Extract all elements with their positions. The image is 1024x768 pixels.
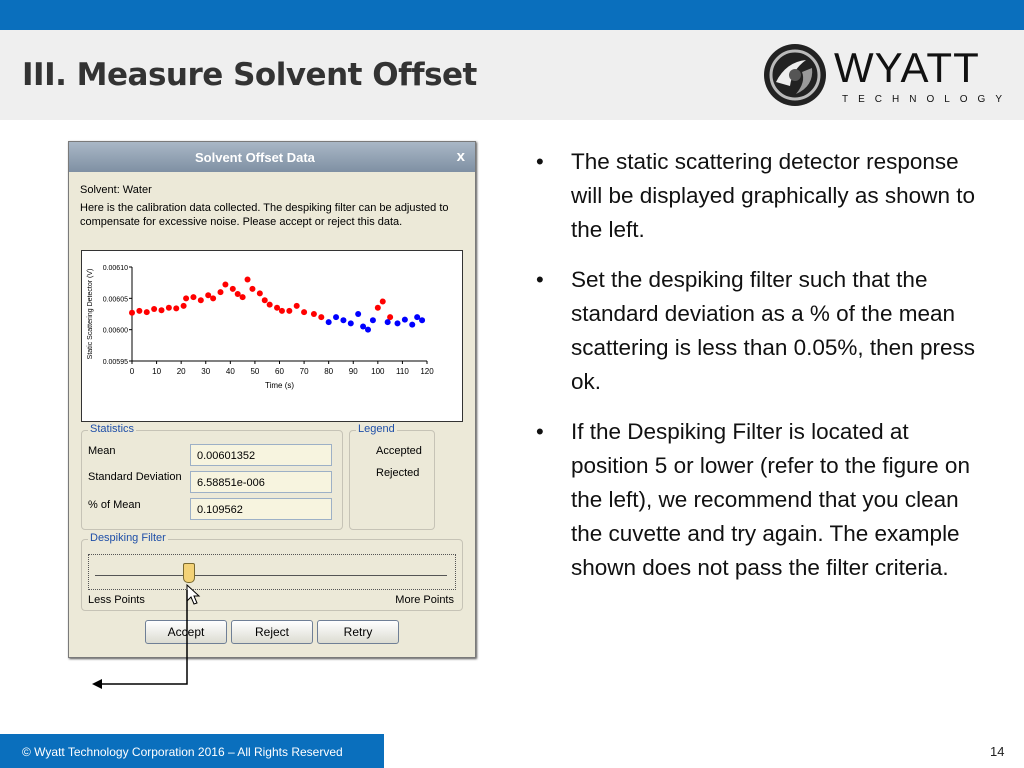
data-point (136, 308, 142, 314)
data-point (190, 294, 196, 300)
bullet-item: • If the Despiking Filter is located at position 5 or lower (refer to the figure on the left), we recommend that you clean the cuvette and try again. The example shown does not pass the filter criteria. (536, 419, 970, 580)
y-axis-label: Static Scattering Detector (V) (87, 268, 94, 360)
data-point (274, 305, 280, 311)
data-point (249, 286, 255, 292)
bullet-text: If the Despiking Filter is located at position 5 or lower (refer to the figure on the left), we recommend that you clean the cuvette and try again. The example shown does not pass the filter criteria. (571, 419, 970, 580)
data-point (286, 308, 292, 314)
x-tick-label: 90 (348, 367, 358, 376)
data-point (370, 317, 376, 323)
data-point (245, 277, 251, 283)
scatter-plot-panel (81, 250, 463, 422)
dialog-description: Here is the calibration data collected. The despiking filter can be adjusted to compensate for excessive noise. Please accept or reject this data. (80, 202, 449, 228)
data-point (129, 310, 135, 316)
dialog-titlebar (69, 142, 475, 172)
slider-thumb[interactable] (183, 563, 195, 583)
y-tick-label: 0.00595 (102, 359, 128, 366)
percent-of-mean-label: % of Mean (88, 499, 141, 511)
legend-group-label: Legend (358, 423, 395, 435)
data-point (326, 319, 332, 325)
x-tick-label: 20 (176, 367, 186, 376)
more-points-label: More Points (395, 594, 454, 606)
data-point (385, 319, 391, 325)
solvent-label: Solvent: Water (80, 184, 152, 196)
bullet-list (536, 145, 976, 601)
data-point (318, 314, 324, 320)
slide-title: III. Measure Solvent Offset (22, 57, 477, 93)
data-point (222, 282, 228, 288)
x-tick-label: 40 (225, 367, 235, 376)
despiking-filter-label: Despiking Filter (90, 532, 166, 544)
y-tick-label: 0.00605 (102, 296, 128, 304)
data-point (218, 289, 224, 295)
data-point (279, 308, 285, 314)
bullet-text: Set the despiking filter such that the standard deviation as a % of the mean scattering is less than 0.05%, then press ok. (571, 267, 975, 394)
standard-deviation-field: 6.58851e-006 (190, 471, 332, 493)
bullet-item: • The static scattering detector response will be displayed graphically as shown to the left. (536, 149, 975, 242)
data-point (173, 305, 179, 311)
data-point (262, 297, 268, 303)
data-point (375, 305, 381, 311)
close-icon[interactable]: x (456, 148, 465, 165)
data-point (355, 311, 361, 317)
data-point (311, 311, 317, 317)
copyright-text: © Wyatt Technology Corporation 2016 – All Rights Reserved (22, 745, 343, 759)
x-tick-label: 0 (129, 367, 135, 376)
statistics-group (81, 423, 343, 530)
x-tick-label: 70 (299, 367, 309, 376)
data-point (380, 298, 386, 304)
top-brand-bar (0, 0, 1024, 30)
statistics-group-label: Statistics (90, 423, 135, 435)
data-point (159, 307, 165, 313)
data-point (402, 317, 408, 323)
data-point (395, 320, 401, 326)
logo-subtext: TECHNOLOGY (842, 94, 1013, 105)
x-tick-label: 100 (371, 367, 385, 376)
accept-button[interactable]: Accept (145, 620, 227, 644)
data-point (235, 291, 241, 297)
data-point (198, 297, 204, 303)
x-tick-label: 80 (324, 367, 334, 376)
bullet-item: • Set the despiking filter such that the standard deviation as a % of the mean scattering is less than 0.05%, then press ok. (536, 267, 975, 394)
data-point (151, 306, 157, 312)
data-point (181, 303, 187, 309)
retry-button[interactable]: Retry (317, 620, 399, 644)
data-point (365, 327, 371, 333)
callout-arrow (88, 585, 288, 695)
data-point (210, 295, 216, 301)
data-point (267, 302, 273, 308)
slide-footer (0, 734, 384, 768)
slider-track (95, 575, 447, 576)
x-tick-label: 50 (250, 367, 260, 376)
data-point (257, 290, 263, 296)
data-point (230, 286, 236, 292)
scatter-chart (82, 251, 462, 421)
legend-accepted-label: Accepted (376, 445, 422, 457)
percent-of-mean-field: 0.109562 (190, 498, 332, 520)
dialog-title: Solvent Offset Data (195, 150, 315, 165)
data-point (414, 314, 420, 320)
solvent-offset-dialog (68, 141, 476, 658)
legend-rejected-label: Rejected (376, 467, 420, 479)
x-tick-label: 10 (152, 367, 162, 376)
data-point (183, 295, 189, 301)
mean-value-field: 0.00601352 (190, 444, 332, 466)
y-tick-label: 0.00600 (102, 327, 128, 335)
mean-label: Mean (88, 445, 116, 457)
standard-deviation-label: Standard Deviation (88, 471, 182, 483)
data-point (360, 324, 366, 330)
x-axis-label: Time (s) (264, 381, 295, 390)
x-tick-label: 60 (275, 367, 284, 376)
page-number: 14 (990, 744, 1005, 759)
data-point (348, 320, 354, 326)
logo-wordmark: WYATT (834, 44, 980, 91)
data-point (301, 309, 307, 315)
legend-group (349, 423, 435, 530)
data-point (144, 309, 150, 315)
x-tick-label: 30 (201, 367, 211, 376)
x-tick-label: 110 (396, 367, 409, 376)
data-point (333, 314, 339, 320)
data-point (340, 317, 346, 323)
data-point (419, 317, 425, 323)
data-point (294, 303, 300, 309)
data-point (409, 322, 415, 328)
data-point (205, 292, 211, 298)
bullet-text: The static scattering detector response will be displayed graphically as shown to the left. (571, 149, 975, 242)
x-tick-label: 120 (420, 367, 434, 376)
less-points-label: Less Points (88, 594, 145, 606)
reject-button[interactable]: Reject (231, 620, 313, 644)
data-point (166, 305, 172, 311)
wyatt-logo (762, 42, 1013, 112)
data-point (240, 294, 246, 300)
y-tick-label: 0.00610 (102, 265, 128, 272)
logo-emblem-icon (762, 42, 828, 108)
